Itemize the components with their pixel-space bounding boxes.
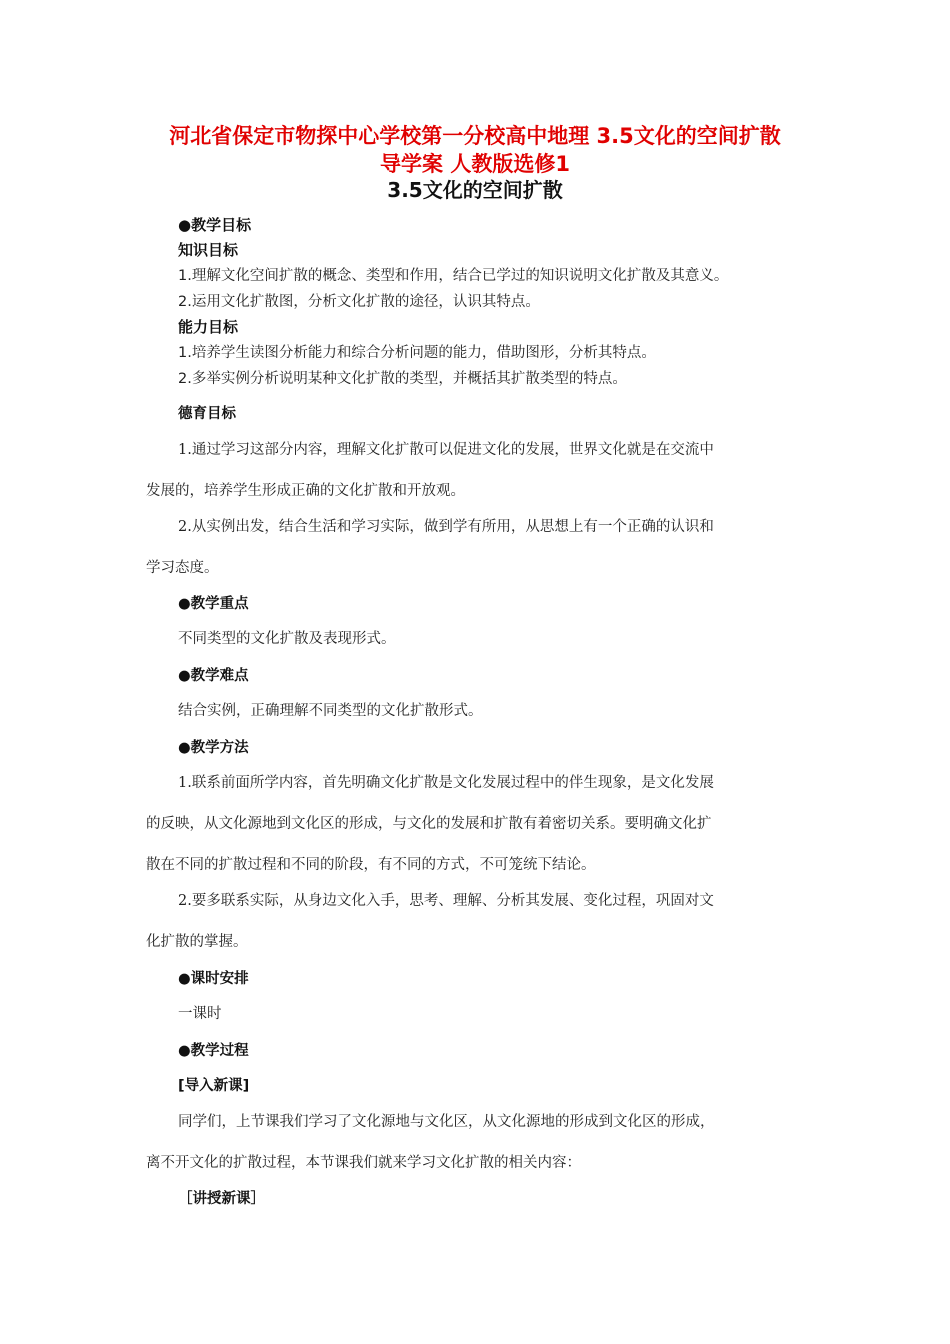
lesson-subtitle: 3.5文化的空间扩散 <box>387 178 563 202</box>
schedule-heading: ●课时安排 <box>178 971 249 987</box>
objectives-heading: ●教学目标 <box>178 216 252 234</box>
difficult-points-text: 结合实例，正确理解不同类型的文化扩散形式。 <box>178 703 483 719</box>
document-title-line-2: 导学案 人教版选修1 <box>380 152 570 176</box>
methods-paragraph-2-line-2: 化扩散的掌握。 <box>146 934 248 950</box>
intro-heading: [导入新课] <box>178 1078 250 1094</box>
methods-paragraph-1-line-2: 的反映，从文化源地到文化区的形成，与文化的发展和扩散有着密切关系。要明确文化扩 <box>146 816 712 832</box>
intro-paragraph-line-1: 同学们，上节课我们学习了文化源地与文化区，从文化源地的形成到文化区的形成， <box>178 1114 715 1130</box>
moral-paragraph-1-line-2: 发展的，培养学生形成正确的文化扩散和开放观。 <box>146 483 465 499</box>
knowledge-objective-item: 2.运用文化扩散图，分析文化扩散的途径，认识其特点。 <box>178 294 540 310</box>
moral-objectives-heading: 德育目标 <box>178 406 236 422</box>
difficult-points-heading: ●教学难点 <box>178 668 249 684</box>
methods-paragraph-1-line-1: 1.联系前面所学内容，首先明确文化扩散是文化发展过程中的伴生现象，是文化发展 <box>178 775 714 791</box>
document-title-line-1: 河北省保定市物探中心学校第一分校高中地理 3.5文化的空间扩散 <box>169 124 781 148</box>
moral-paragraph-2-line-2: 学习态度。 <box>146 560 219 576</box>
methods-heading: ●教学方法 <box>178 740 249 756</box>
knowledge-objective-item: 1.理解文化空间扩散的概念、类型和作用，结合已学过的知识说明文化扩散及其意义。 <box>178 268 729 284</box>
new-lesson-heading: ［讲授新课］ <box>178 1191 265 1207</box>
schedule-text: 一课时 <box>178 1006 222 1022</box>
moral-paragraph-2-line-1: 2.从实例出发，结合生活和学习实际，做到学有所用，从思想上有一个正确的认识和 <box>178 519 714 535</box>
methods-paragraph-1-line-3: 散在不同的扩散过程和不同的阶段，有不同的方式，不可笼统下结论。 <box>146 857 596 873</box>
ability-objective-item: 2.多举实例分析说明某种文化扩散的类型，并概括其扩散类型的特点。 <box>178 371 627 387</box>
intro-paragraph-line-2: 离不开文化的扩散过程，本节课我们就来学习文化扩散的相关内容： <box>146 1155 581 1171</box>
key-points-text: 不同类型的文化扩散及表现形式。 <box>178 631 396 647</box>
process-heading: ●教学过程 <box>178 1043 249 1059</box>
moral-paragraph-1-line-1: 1.通过学习这部分内容，理解文化扩散可以促进文化的发展，世界文化就是在交流中 <box>178 442 714 458</box>
ability-objective-item: 1.培养学生读图分析能力和综合分析问题的能力，借助图形，分析其特点。 <box>178 345 656 361</box>
key-points-heading: ●教学重点 <box>178 596 249 612</box>
knowledge-objectives-heading: 知识目标 <box>178 241 239 259</box>
methods-paragraph-2-line-1: 2.要多联系实际，从身边文化入手，思考、理解、分析其发展、变化过程，巩固对文 <box>178 893 714 909</box>
ability-objectives-heading: 能力目标 <box>178 318 239 336</box>
